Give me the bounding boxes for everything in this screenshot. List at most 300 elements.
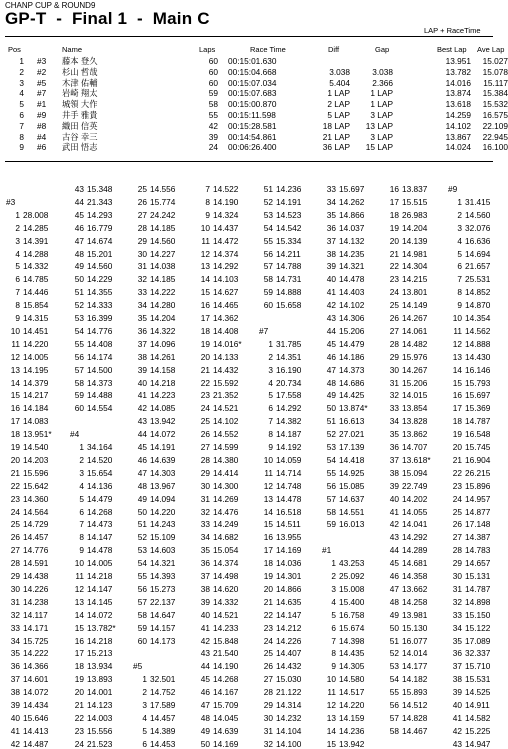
lap-time: 14.453: [150, 738, 176, 749]
lap-time: 14.362: [213, 313, 239, 323]
lap-number: 7: [268, 416, 273, 427]
lap-number: 27: [452, 532, 462, 543]
lap-time: 27.021: [339, 429, 365, 440]
lap-time: 14.261: [150, 351, 176, 362]
lap-number: 10: [10, 325, 20, 336]
lap-number: 13: [74, 596, 84, 607]
lap-time: 14.215: [402, 274, 428, 285]
lap-time: 14.217: [23, 390, 49, 401]
lap-number: 2: [268, 351, 273, 362]
lap-number: 13: [452, 351, 462, 362]
lap-number: 12: [452, 338, 462, 349]
lap-time: 14.482: [402, 338, 428, 349]
result-pos: 7: [19, 120, 24, 131]
lap-time: 14.635: [276, 596, 302, 607]
lap-number: 44: [137, 429, 147, 440]
lap-time: 14.204: [150, 313, 176, 323]
lap-number: 28: [389, 338, 399, 349]
lap-number: 10: [200, 222, 210, 233]
lap-number: 14: [263, 506, 273, 517]
lap-number: 1: [79, 442, 84, 452]
results-col-header: Ave Lap: [477, 45, 505, 54]
lap-time: 13.854: [402, 403, 428, 414]
result-ave: 16.100: [482, 142, 508, 153]
lap-number: 17: [263, 545, 273, 556]
lap-time: 14.512: [402, 700, 428, 710]
lap-number: 26: [452, 519, 462, 530]
lap-time: 43.253: [339, 558, 365, 569]
lap-number: 6: [331, 622, 336, 633]
lap-number: 19: [263, 571, 273, 581]
lap-time: 14.852: [465, 287, 491, 298]
lap-number: 25: [137, 184, 147, 194]
lap-time: 14.560: [465, 209, 491, 220]
lap-time: 14.360: [23, 493, 49, 504]
lap-number: 39: [389, 480, 399, 491]
lap-time: 13.951*: [23, 429, 52, 440]
lap-number: 12: [10, 351, 20, 362]
lap-time: 14.289: [402, 545, 428, 556]
lap-time: 14.262: [339, 196, 365, 207]
lap-time: 14.398: [339, 635, 365, 646]
lap-number: 45: [200, 674, 210, 685]
lap-time: 24.242: [150, 209, 176, 220]
lap-time: 14.379: [23, 377, 49, 388]
lap-time: 15.697: [339, 184, 365, 194]
lap-number: 8: [79, 532, 84, 543]
lap-number: 57: [389, 712, 399, 723]
lap-time: 16.613: [339, 416, 365, 427]
result-pos: 9: [19, 142, 24, 153]
lap-time: 14.055: [402, 506, 428, 517]
lap-number: 58: [137, 609, 147, 620]
lap-time: 14.620: [213, 583, 239, 594]
lap-time: 15.030: [276, 674, 302, 685]
lap-time: 15.094: [402, 467, 428, 478]
lap-time: 21.122: [276, 687, 302, 698]
lap-number: 45: [137, 442, 147, 452]
lap-number: 10: [452, 313, 462, 323]
lap-time: 14.222: [23, 648, 49, 659]
lap-number: 41: [326, 287, 336, 298]
lap-time: 14.267: [402, 313, 428, 323]
lap-number: 17: [452, 403, 462, 414]
lap-number: 23: [452, 480, 462, 491]
lap-number: 51: [74, 287, 84, 298]
lap-time: 14.016*: [213, 338, 242, 349]
lap-time: 14.005: [23, 351, 49, 362]
lap-time: 14.521: [213, 403, 239, 414]
lap-number: 7: [79, 519, 84, 530]
lap-number: 2: [15, 222, 20, 233]
lap-time: 15.893: [402, 687, 428, 698]
lap-time: 14.435: [339, 648, 365, 659]
lap-time: 14.104: [276, 725, 302, 736]
lap-time: 14.888: [276, 287, 302, 298]
lap-time: 14.147: [276, 609, 302, 620]
lap-time: 14.479: [87, 493, 113, 504]
lap-number: 7: [15, 287, 20, 298]
lap-number: 18: [10, 429, 20, 440]
lap-time: 14.465: [213, 300, 239, 311]
lap-time: 15.848: [213, 635, 239, 646]
lap-number: 13: [326, 712, 336, 723]
lap-time: 14.556: [150, 184, 176, 194]
lap-number: 4: [15, 248, 20, 259]
result-race-time: 00:14:54.861: [228, 131, 277, 142]
lap-time: 14.637: [339, 493, 365, 504]
lap-time: 14.037: [339, 222, 365, 233]
lap-time: 14.096: [150, 338, 176, 349]
lap-number: 25: [263, 648, 273, 659]
result-best: 13.618: [445, 99, 471, 110]
lap-time: 14.430: [465, 351, 491, 362]
lap-number: 33: [452, 609, 462, 620]
lap-number: 26: [137, 196, 147, 207]
lap-number: 47: [74, 235, 84, 246]
lap-number: 20: [263, 583, 273, 594]
lap-time: 14.229: [87, 274, 113, 285]
lap-number: 56: [137, 583, 147, 594]
lap-number: 47: [389, 583, 399, 594]
lap-time: 14.300: [213, 480, 239, 491]
lap-time: 14.136: [87, 480, 113, 491]
lap-time: 14.525: [465, 687, 491, 698]
lap-number: 51: [263, 184, 273, 194]
lap-time: 17.089: [465, 635, 491, 646]
lap-number: 9: [205, 209, 210, 220]
lap-number: 37: [326, 235, 336, 246]
lap-time: 15.556: [87, 725, 113, 736]
lap-time: 17.139: [339, 442, 365, 452]
lap-number: 9: [268, 442, 273, 452]
lap-number: 37: [452, 661, 462, 672]
lap-number: 48: [137, 480, 147, 491]
lap-number: 4: [331, 596, 336, 607]
lap-number: 8: [205, 196, 210, 207]
lap-time: 14.358: [402, 571, 428, 581]
lap-time: 15.400: [339, 596, 365, 607]
lap-time: 15.109: [150, 532, 176, 543]
lap-number: 39: [452, 687, 462, 698]
result-ave: 16.575: [482, 110, 508, 120]
lap-number: 35: [200, 545, 210, 556]
results-row: [0, 88, 508, 99]
lap-time: 14.167: [213, 687, 239, 698]
lap-time: 14.639: [213, 725, 239, 736]
lap-time: 13.934: [87, 661, 113, 672]
lap-number: 11: [264, 467, 273, 478]
lap-time: 14.292: [402, 532, 428, 543]
lap-time: 14.783: [465, 545, 491, 556]
lap-number: 45: [74, 209, 84, 220]
lap-time: 14.235: [339, 248, 365, 259]
lap-number: 29: [10, 571, 20, 581]
lap-number: 44: [389, 545, 399, 556]
lap-number: 1: [15, 209, 20, 220]
lap-number: 58: [389, 725, 399, 736]
lap-number: 11: [75, 571, 84, 581]
lap-time: 14.171: [23, 622, 49, 633]
lap-number: 17: [200, 313, 210, 323]
lap-number: 12: [74, 583, 84, 594]
lap-number: 21: [452, 454, 462, 465]
lap-time: 14.580: [339, 674, 365, 685]
lap-time: 14.204: [402, 222, 428, 233]
lap-number: 58: [326, 506, 336, 517]
lap-time: 14.373: [339, 364, 365, 375]
lap-number: 38: [326, 248, 336, 259]
lap-time: 13.955: [276, 532, 302, 543]
lap-number: 55: [74, 338, 84, 349]
lap-number: 39: [326, 261, 336, 272]
lap-time: 14.268: [87, 506, 113, 517]
lap-number: 44: [74, 196, 84, 207]
lap-number: 50: [137, 506, 147, 517]
lap-time: 14.220: [339, 700, 365, 710]
lap-number: 15: [74, 622, 84, 633]
lap-time: 14.280: [150, 300, 176, 311]
results-col-header: Gap: [375, 45, 390, 54]
lap-time: 14.149: [402, 300, 428, 311]
lap-time: 13.782*: [87, 622, 116, 633]
lap-number: 24: [200, 403, 210, 414]
lap-time: 14.202: [402, 493, 428, 504]
results-col-header: Race Time: [250, 45, 286, 54]
lap-number: 51: [389, 635, 399, 646]
lap-number: 53: [263, 209, 273, 220]
results-row: [0, 142, 508, 153]
lap-time: 14.292: [213, 261, 239, 272]
lap-number: 36: [10, 661, 20, 672]
lap-time: 14.182: [402, 674, 428, 685]
lap-time: 14.303: [150, 467, 176, 478]
lap-number: 5: [142, 725, 147, 736]
result-race-time: 00:15:00.870: [228, 99, 277, 110]
result-gap: 3 LAP: [370, 131, 393, 142]
lap-time: 15.130: [402, 622, 428, 633]
lap-number: 57: [263, 261, 273, 272]
lap-time: 14.190: [213, 196, 239, 207]
lap-time: 15.334: [276, 235, 302, 246]
lap-time: 14.374: [213, 248, 239, 259]
lap-number: 11: [201, 235, 210, 246]
lap-number: 50: [389, 622, 399, 633]
result-laps: 60: [208, 56, 218, 66]
lap-number: 23: [263, 622, 273, 633]
lap-time: 14.232: [276, 712, 302, 723]
lap-number: 30: [10, 583, 20, 594]
lap-number: 42: [326, 300, 336, 311]
lap-number: 9: [79, 545, 84, 556]
lap-time: 13.874*: [339, 403, 368, 414]
lap-number: 31: [389, 377, 399, 388]
driver-lap-header: #7: [259, 325, 269, 336]
lap-number: 28: [200, 454, 210, 465]
lap-time: 15.745: [465, 442, 491, 452]
lap-number: 53: [389, 661, 399, 672]
lap-time: 14.186: [339, 351, 365, 362]
lap-time: 14.061: [402, 325, 428, 336]
lap-time: 14.785: [23, 274, 49, 285]
lap-time: 14.158: [150, 364, 176, 375]
lap-time: 14.981: [402, 248, 428, 259]
lap-number: 8: [268, 429, 273, 440]
lap-time: 13.893: [87, 674, 113, 685]
lap-number: 14: [200, 274, 210, 285]
results-row: [0, 77, 508, 88]
lap-time: 14.184: [23, 403, 49, 414]
lap-time: 14.233: [213, 622, 239, 633]
lap-number: 59: [137, 622, 147, 633]
lap-number: 25: [452, 506, 462, 517]
lap-time: 14.102: [339, 300, 365, 311]
result-ave: 22.109: [482, 120, 508, 131]
lap-time: 14.425: [339, 390, 365, 401]
lap-time: 14.354: [465, 313, 491, 323]
lap-number: 16: [452, 390, 462, 401]
result-best: 14.024: [445, 142, 471, 153]
lap-time: 14.393: [150, 571, 176, 581]
lap-time: 14.478: [276, 493, 302, 504]
lap-number: 57: [326, 493, 336, 504]
result-laps: 39: [208, 131, 218, 142]
result-pos: 5: [19, 99, 24, 110]
lap-time: 21.540: [213, 648, 239, 659]
result-ave: 15.078: [482, 66, 508, 77]
lap-time: 14.191: [150, 442, 176, 452]
lap-number: 42: [452, 725, 462, 736]
lap-time: 15.793: [465, 377, 491, 388]
lap-time: 14.132: [339, 235, 365, 246]
lap-number: 50: [74, 274, 84, 285]
result-ave: 15.027: [482, 56, 508, 66]
lap-time: 14.236: [276, 184, 302, 194]
lap-time: 14.288: [23, 248, 49, 259]
result-laps: 24: [208, 142, 218, 153]
lap-number: 46: [389, 571, 399, 581]
lap-time: 14.003: [87, 712, 113, 723]
lap-number: 36: [452, 648, 462, 659]
lap-number: 12: [263, 480, 273, 491]
lap-number: 28: [263, 687, 273, 698]
lap-number: 35: [389, 429, 399, 440]
lap-number: 54: [326, 454, 336, 465]
lap-number: 13: [263, 493, 273, 504]
lap-number: 34: [200, 532, 210, 543]
lap-time: 14.038: [150, 261, 176, 272]
lap-time: 14.731: [276, 274, 302, 285]
lap-number: 40: [452, 700, 462, 710]
result-best: 13.874: [445, 88, 471, 99]
lap-number: 28: [10, 558, 20, 569]
lap-number: 52: [137, 532, 147, 543]
lap-number: 37: [10, 674, 20, 685]
result-num: #6: [37, 142, 47, 153]
lap-time: 14.041: [402, 519, 428, 530]
lap-number: 27: [200, 442, 210, 452]
lap-number: 29: [263, 700, 273, 710]
lap-number: 26: [200, 429, 210, 440]
lap-time: 14.472: [213, 235, 239, 246]
lap-time: 14.408: [213, 325, 239, 336]
lap-time: 16.904: [465, 454, 491, 465]
lap-time: 14.159: [339, 712, 365, 723]
lap-time: 15.085: [339, 480, 365, 491]
lap-number: 31: [10, 596, 20, 607]
lap-number: 44: [200, 661, 210, 672]
results-row: [0, 120, 508, 131]
lap-number: 14: [74, 609, 84, 620]
lap-number: 30: [200, 480, 210, 491]
lap-number: 16: [200, 300, 210, 311]
lap-number: 11: [327, 687, 336, 698]
lap-number: 8: [15, 300, 20, 311]
lap-time: 14.157: [150, 622, 176, 633]
lap-number: 47: [137, 467, 147, 478]
lap-number: 36: [326, 222, 336, 233]
lap-time: 31.415: [465, 196, 491, 207]
series-label: CHANP CUP & ROUND9: [5, 1, 96, 10]
lap-number: 27: [389, 325, 399, 336]
lap-time: 14.432: [213, 364, 239, 375]
lap-time: 14.103: [213, 274, 239, 285]
lap-number: 29: [452, 558, 462, 569]
lap-time: 14.015: [402, 390, 428, 401]
lap-number: 55: [137, 571, 147, 581]
lap-time: 14.451: [23, 325, 49, 336]
lap-number: 2: [142, 687, 147, 698]
lap-number: 24: [10, 506, 20, 517]
lap-time: 14.387: [465, 532, 491, 543]
lap-time: 14.522: [213, 184, 239, 194]
lap-time: 14.195: [23, 364, 49, 375]
lap-time: 14.473: [87, 519, 113, 530]
lap-number: 12: [200, 248, 210, 259]
lap-time: 14.694: [465, 248, 491, 259]
lap-number: 6: [268, 403, 273, 414]
lap-time: 26.983: [402, 209, 428, 220]
lap-time: 15.150: [465, 609, 491, 620]
lap-number: 23: [200, 390, 210, 401]
lap-time: 13.828: [402, 416, 428, 427]
lap-time: 14.407: [276, 648, 302, 659]
lap-time: 16.146: [465, 364, 491, 375]
driver-lap-header: #1: [322, 545, 332, 556]
lap-number: 20: [10, 454, 20, 465]
lap-time: 14.185: [150, 274, 176, 285]
lap-number: 28: [452, 545, 462, 556]
results-row: [0, 66, 508, 77]
lap-time: 14.391: [23, 235, 49, 246]
lap-time: 14.212: [276, 622, 302, 633]
result-pos: 6: [19, 110, 24, 120]
lap-number: 35: [452, 635, 462, 646]
lap-time: 15.654: [87, 467, 113, 478]
lap-number: 3: [268, 364, 273, 375]
lap-time: 14.223: [150, 390, 176, 401]
lap-number: 23: [10, 493, 20, 504]
lap-time: 14.408: [87, 338, 113, 349]
lap-number: 34: [452, 622, 462, 633]
lap-time: 14.564: [23, 506, 49, 517]
result-laps: 58: [208, 99, 218, 110]
lap-time: 17.558: [276, 390, 302, 401]
lap-time: 15.515: [402, 196, 428, 207]
lap-time: 14.540: [23, 442, 49, 452]
lap-number: 56: [74, 351, 84, 362]
lap-time: 14.285: [23, 222, 49, 233]
